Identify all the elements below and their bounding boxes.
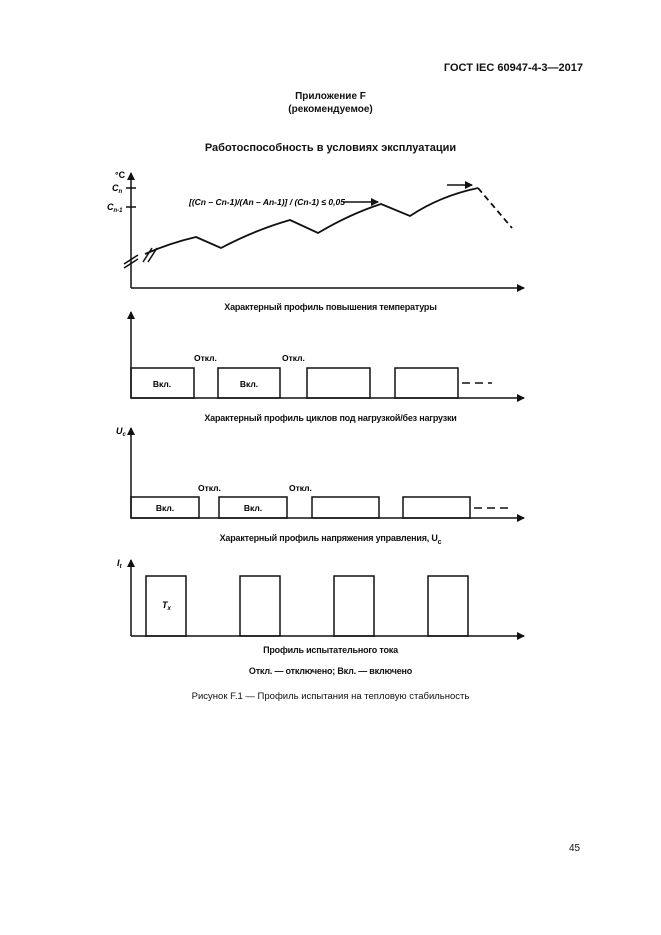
voltage-off-label-2: Откл. [289, 483, 312, 493]
temp-unit-label: °C [115, 170, 126, 180]
stability-formula: [(Cn – Cn-1)/(An – An-1)] / (Cn-1) ≤ 0,05 [189, 197, 345, 207]
temperature-curve-cooling [478, 188, 512, 228]
load-cycle-caption: Характерный профиль циклов под нагрузкой/без нагрузки [204, 413, 457, 423]
current-pulse-3 [334, 576, 374, 636]
current-axis-label: $I_t$ [117, 558, 122, 570]
current-pulse-2 [240, 576, 280, 636]
load-on-block-3 [307, 368, 370, 398]
voltage-axis-label: $U_c$ [116, 426, 126, 438]
appendix-subtitle: (рекомендуемое) [288, 104, 373, 115]
curve-break-mark [143, 248, 152, 262]
abbreviation-legend: Откл. — отключено; Вкл. — включено [248, 666, 413, 676]
load-on-label-2: Вкл. [239, 379, 259, 389]
page-number: 45 [569, 843, 581, 854]
test-current-chart [131, 560, 524, 636]
load-cycle-chart [131, 312, 524, 398]
label-cn1: $C_{n-1}$ [107, 202, 123, 214]
standard-number: ГОСТ IEC 60947-4-3—2017 [443, 62, 583, 74]
label-cn: $C_n$ [112, 183, 123, 195]
current-pulse-4 [428, 576, 468, 636]
pulse-duration-label: $T_x$ [162, 600, 171, 612]
appendix-title: Приложение F [295, 91, 366, 102]
voltage-on-label-1: Вкл. [155, 503, 175, 513]
control-voltage-chart [131, 428, 524, 518]
voltage-on-block-4 [403, 497, 470, 518]
voltage-on-block-3 [312, 497, 379, 518]
temperature-chart [124, 173, 524, 288]
voltage-off-label-1: Откл. [198, 483, 221, 493]
load-off-label-2: Откл. [282, 353, 305, 363]
voltage-on-label-2: Вкл. [243, 503, 263, 513]
load-off-label-1: Откл. [194, 353, 217, 363]
load-on-block-4 [395, 368, 458, 398]
control-voltage-caption: Характерный профиль напряжения управления, $U_c$ [219, 533, 442, 546]
figure-caption: Рисунок F.1 — Профиль испытания на тепловую стабильность [191, 691, 470, 702]
load-on-label-1: Вкл. [152, 379, 172, 389]
test-current-caption: Профиль испытательного тока [263, 645, 398, 655]
figure-title: Работоспособность в условиях эксплуатации [204, 142, 457, 154]
temperature-caption: Характерный профиль повышения температуры [224, 302, 437, 312]
